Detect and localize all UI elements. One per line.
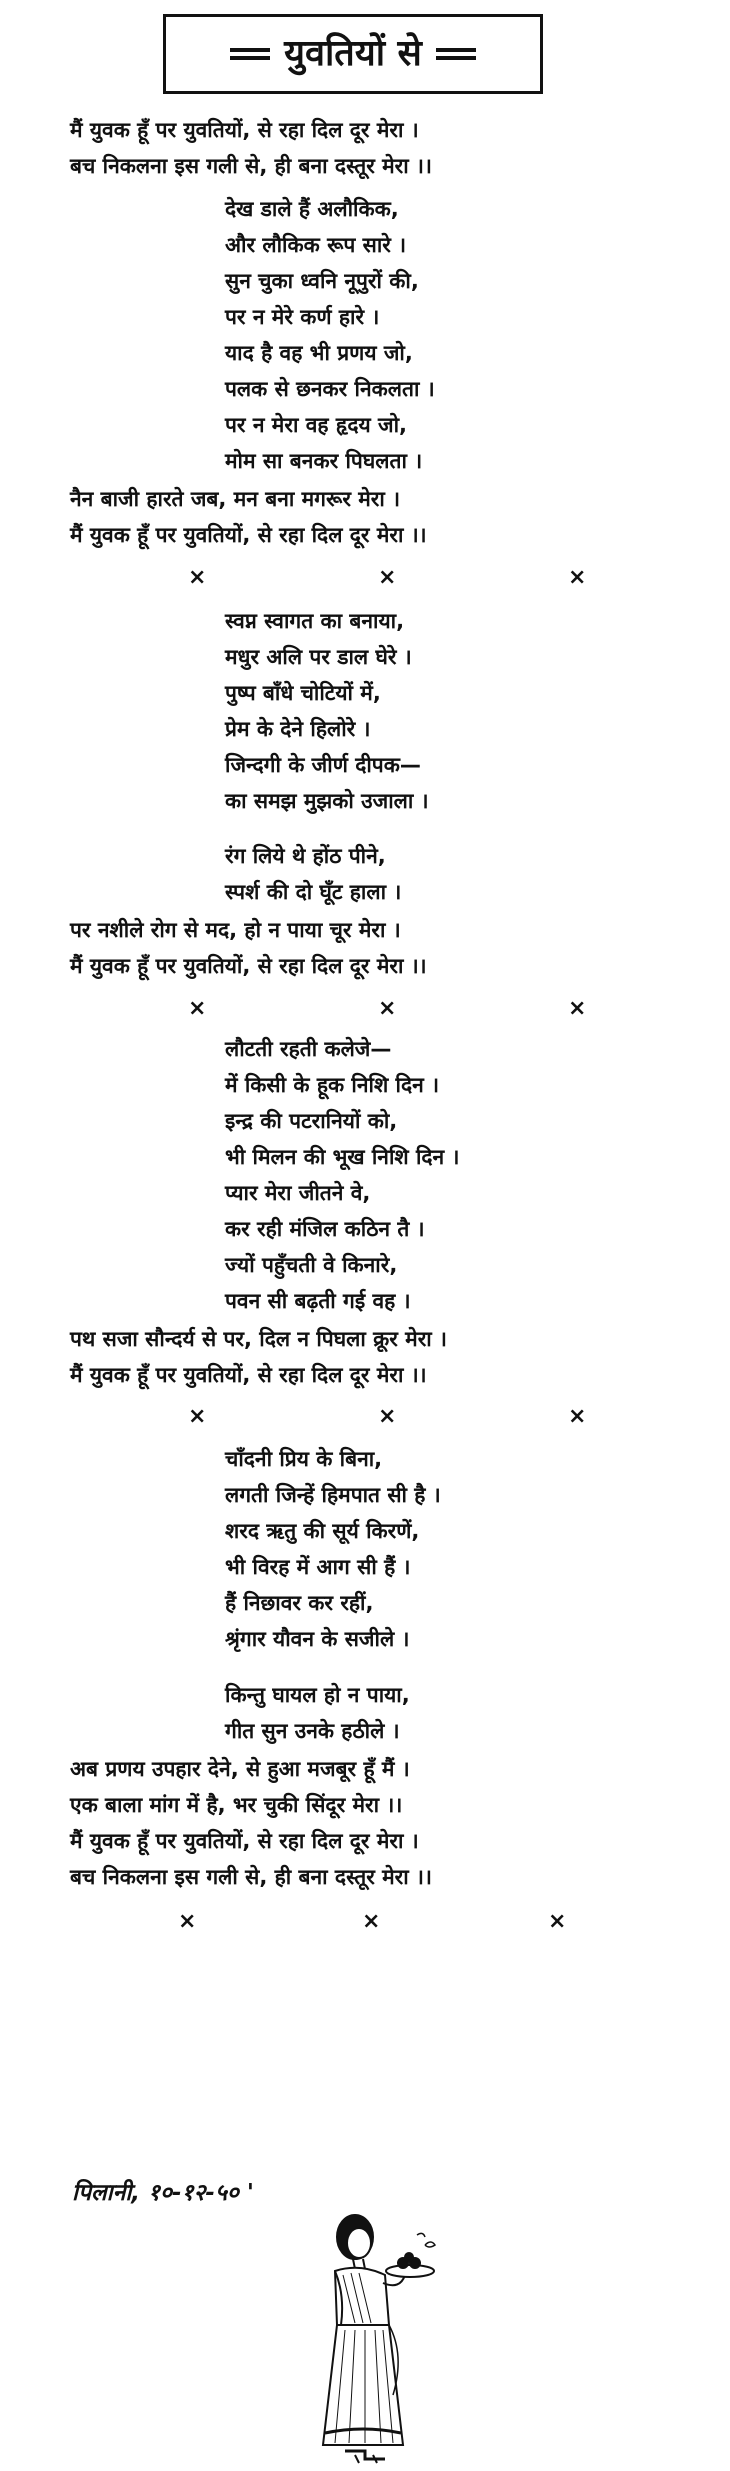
poem-line: भी मिलन की भूख निशि दिन ।: [225, 1145, 460, 1169]
separator-mark: ×: [178, 1909, 197, 1934]
separator-mark: ×: [362, 1909, 381, 1934]
separator-mark: ×: [378, 1404, 397, 1429]
place-date: पिलानी, १०-१२-५० ': [72, 2180, 254, 2206]
separator-mark: ×: [568, 565, 587, 590]
poem-line: मैं युवक हूँ पर युवतियों, से रहा दिल दूर मेरा ।: [70, 1829, 419, 1853]
title-left-rule: [230, 48, 270, 60]
poem-line: पर नशीले रोग से मद, हो न पाया चूर मेरा ।: [70, 918, 401, 942]
separator-mark: ×: [378, 565, 397, 590]
poem-line: का समझ मुझको उजाला ।: [225, 789, 429, 813]
poem-line: पलक से छनकर निकलता ।: [225, 377, 435, 401]
poem-line: पर न मेरे कर्ण हारे ।: [225, 305, 380, 329]
poem-line: पवन सी बढ़ती गई वह ।: [225, 1289, 411, 1313]
poem-line: इन्द्र की पटरानियों को,: [225, 1109, 398, 1133]
woman-with-lamp-illustration: [285, 2205, 465, 2465]
poem-line: बच निकलना इस गली से, ही बना दस्तूर मेरा ।।: [70, 154, 432, 178]
poem-line: स्पर्श की दो घूँट हाला ।: [225, 880, 402, 904]
poem-line: चाँदनी प्रिय के बिना,: [225, 1447, 383, 1471]
poem-line: किन्तु घायल हो न पाया,: [225, 1683, 410, 1707]
poem-line: पर न मेरा वह हृदय जो,: [225, 413, 408, 437]
poem-line: मैं युवक हूँ पर युवतियों, से रहा दिल दूर मेरा ।।: [70, 954, 427, 978]
poem-line: कर रही मंजिल कठिन तै ।: [225, 1217, 425, 1241]
poem-line: मधुर अलि पर डाल घेरे ।: [225, 645, 412, 669]
separator-mark: ×: [188, 1404, 207, 1429]
poem-line: शरद ऋतु की सूर्य किरणें,: [225, 1519, 420, 1543]
poem-line: हैं निछावर कर रहीं,: [225, 1591, 374, 1615]
poem-line: एक बाला मांग में है, भर चुकी सिंदूर मेरा ।।: [70, 1793, 403, 1817]
poem-line: रंग लिये थे होंठ पीने,: [225, 844, 386, 868]
poem-line: प्रेम के देने हिलोरे ।: [225, 717, 371, 741]
poem-line: मैं युवक हूँ पर युवतियों, से रहा दिल दूर मेरा ।।: [70, 1363, 427, 1387]
poem-line: गीत सुन उनके हठीले ।: [225, 1719, 400, 1743]
poem-line: पुष्प बाँधे चोटियों में,: [225, 681, 381, 705]
poem-line: देख डाले हैं अलौकिक,: [225, 197, 399, 221]
poem-line: अब प्रणय उपहार देने, से हुआ मजबूर हूँ मैं ।: [70, 1757, 410, 1781]
separator-mark: ×: [548, 1909, 567, 1934]
poem-line: सुन चुका ध्वनि नूपुरों की,: [225, 269, 419, 293]
separator-mark: ×: [568, 1404, 587, 1429]
poem-line: याद है वह भी प्रणय जो,: [225, 341, 413, 365]
separator-mark: ×: [378, 996, 397, 1021]
poem-line: ज्यों पहुँचती वे किनारे,: [225, 1253, 398, 1277]
poem-line: मैं युवक हूँ पर युवतियों, से रहा दिल दूर मेरा ।।: [70, 523, 427, 547]
separator-mark: ×: [568, 996, 587, 1021]
poem-line: लगती जिन्हें हिमपात सी है ।: [225, 1483, 441, 1507]
poem-line: लौटती रहती कलेजे—: [225, 1037, 392, 1061]
poem-line: प्यार मेरा जीतने वे,: [225, 1181, 371, 1205]
poem-line: में किसी के हूक निशि दिन ।: [225, 1073, 440, 1097]
poem-line: मैं युवक हूँ पर युवतियों, से रहा दिल दूर मेरा ।: [70, 118, 419, 142]
separator-mark: ×: [188, 565, 207, 590]
title-right-rule: [436, 48, 476, 60]
poem-line: बच निकलना इस गली से, ही बना दस्तूर मेरा ।।: [70, 1865, 432, 1889]
poem-line: भी विरह में आग सी हैं ।: [225, 1555, 411, 1579]
page-title: युवतियों से: [284, 33, 422, 74]
poem-line: पथ सजा सौन्दर्य से पर, दिल न पिघला क्रूर मेरा ।: [70, 1327, 448, 1351]
poem-line: नैन बाजी हारते जब, मन बना मगरूर मेरा ।: [70, 487, 401, 511]
poem-line: और लौकिक रूप सारे ।: [225, 233, 407, 257]
separator-mark: ×: [188, 996, 207, 1021]
poem-line: मोम सा बनकर पिघलता ।: [225, 449, 423, 473]
title-box: [163, 14, 543, 94]
poem-line: श्रृंगार यौवन के सजीले ।: [225, 1627, 410, 1651]
poem-line: स्वप्न स्वागत का बनाया,: [225, 609, 405, 633]
poem-line: जिन्दगी के जीर्ण दीपक—: [225, 753, 421, 777]
